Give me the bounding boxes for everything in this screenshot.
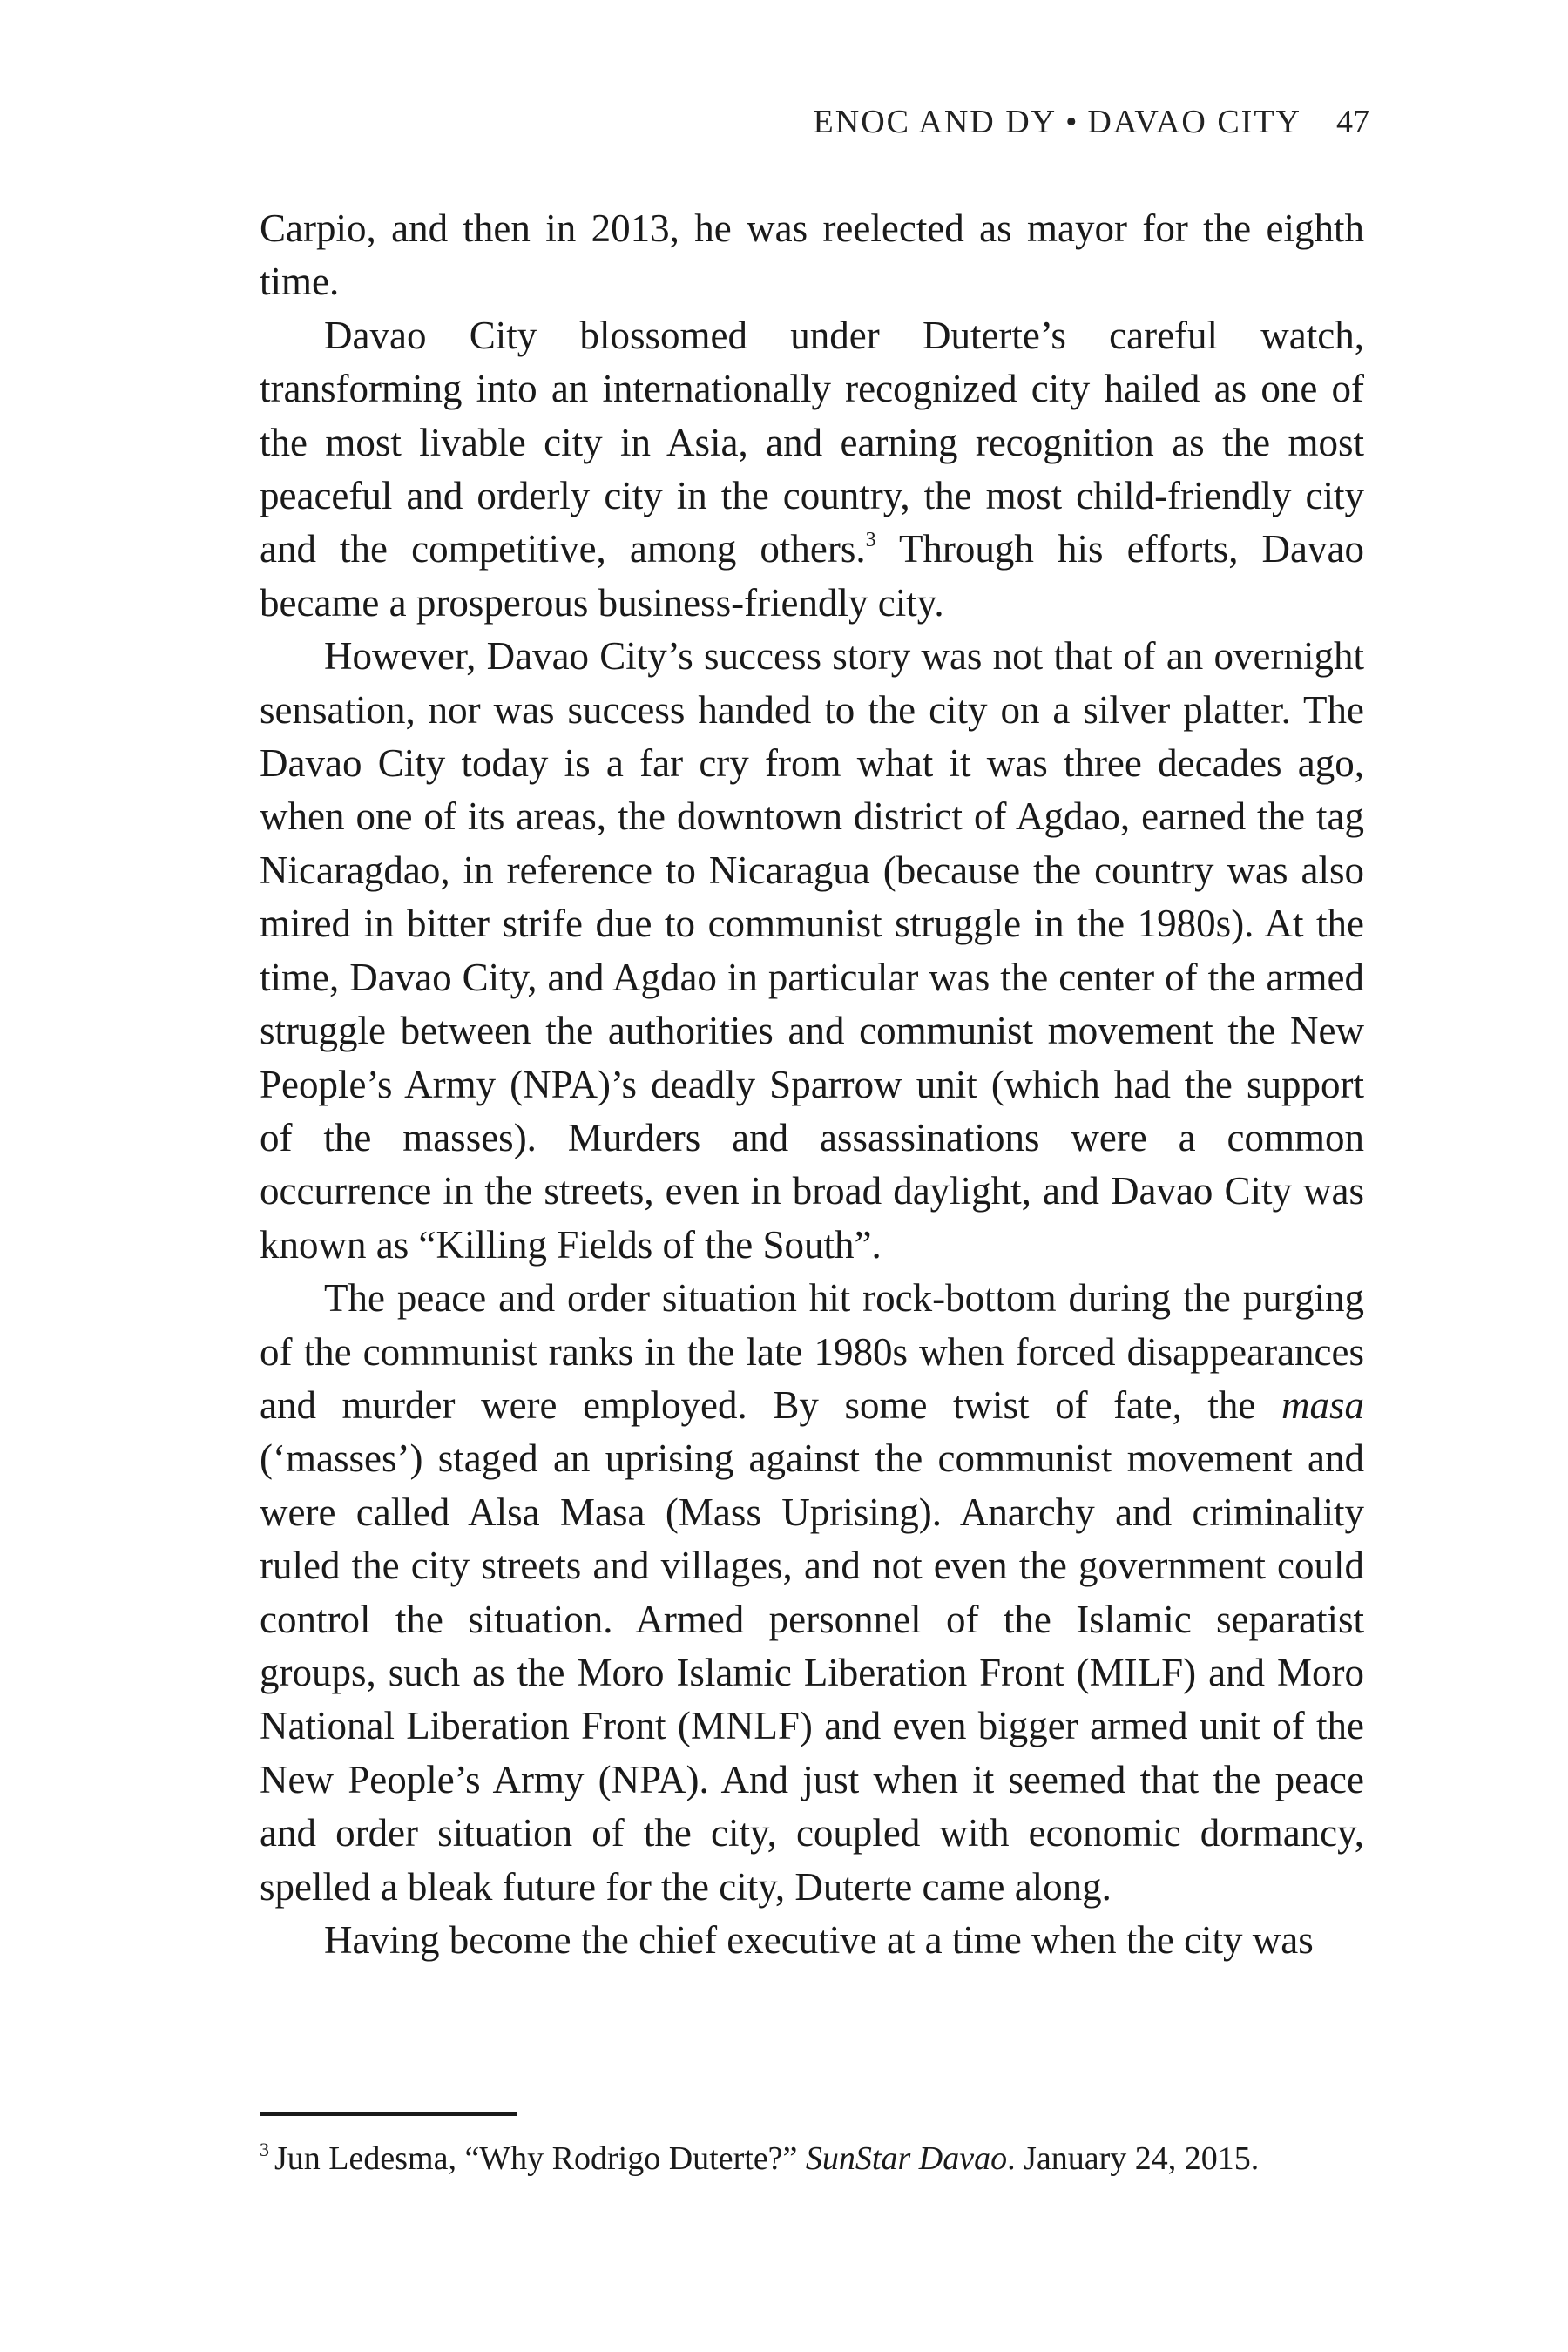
footnote-source: SunStar Davao bbox=[805, 2140, 1008, 2177]
paragraph-3-text: However, Davao City’s success story was not that of an overnight sensation, nor was success handed to the city on a silver platter. The Davao City today is a far cry from what it was three decades ago, when one of its areas, the downtown district of Agdao, earned the tag Nicaragdao, in reference to Nicaragua (because the country was also mired in bitter strife due to communist struggle in the 1980s). At the time, Davao City, and Agdao in particular was the center of the armed struggle between the authorities and communist movement the New People’s Army (NPA)’s deadly Sparrow unit (which had the support of the masses). Murders and assassinations were a common occurrence in the streets, even in broad daylight, and Davao City was known as “Killing Fields of the South”. bbox=[260, 634, 1364, 1267]
body-text bbox=[260, 202, 1364, 1967]
paragraph-5-text: Having become the chief executive at a time when the city was bbox=[324, 1918, 1314, 1962]
footnote-date: . January 24, 2015. bbox=[1007, 2140, 1260, 2177]
running-head bbox=[814, 103, 1369, 141]
footnote-divider bbox=[260, 2112, 517, 2116]
footnote-reference[interactable]: 3 bbox=[865, 529, 876, 552]
page-number: 47 bbox=[1336, 104, 1369, 140]
paragraph-4 bbox=[260, 1272, 1364, 1914]
paragraph-1 bbox=[260, 202, 1364, 309]
running-head-separator: • bbox=[1065, 104, 1079, 140]
paragraph-1-text: Carpio, and then in 2013, he was reelected as mayor for the eighth time. bbox=[260, 206, 1364, 304]
footnote-author: Jun Ledesma, “Why Rodrigo Duterte?” bbox=[274, 2140, 806, 2177]
paragraph-4-text-after: (‘masses’) staged an uprising against the communist movement and were called Alsa Masa (Mass Uprising). Anarchy and criminality ruled the city streets and villages, and not even the government could control the situation. Armed personnel of the Islamic separatist groups, such as the Moro Islamic Liberation Front (MILF) and Moro National Liberation Front (MNLF) and even bigger armed unit of the New People’s Army (NPA). And just when it seemed that the peace and order situation of the city, coupled with economic dormancy, spelled a bleak future for the city, Duterte came along. bbox=[260, 1436, 1364, 1909]
paragraph-2-text-after: Through his efforts, Davao became a prosperous business-friendly city. bbox=[260, 527, 1364, 625]
paragraph-5 bbox=[260, 1914, 1364, 1967]
footnote bbox=[260, 2136, 1364, 2181]
paragraph-4-text-before: The peace and order situation hit rock-bottom during the purging of the communist ranks in the late 1980s when forced disappearances and murder were employed. By some twist of fate, the bbox=[260, 1276, 1364, 1427]
paragraph-2 bbox=[260, 309, 1364, 630]
footnote-number: 3 bbox=[260, 2139, 269, 2160]
paragraph-3 bbox=[260, 630, 1364, 1272]
paragraph-4-italic-term: masa bbox=[1281, 1382, 1364, 1427]
paragraph-2-text-before: Davao City blossomed under Duterte’s careful watch, transforming into an internationally recognized city hailed as one of the most livable city in Asia, and earning recognition as the most peaceful and orderly city in the country, the most child-friendly city and the competitive, among others. bbox=[260, 313, 1364, 571]
running-head-title: DAVAO CITY bbox=[1087, 104, 1301, 140]
running-head-authors: ENOC AND DY bbox=[813, 104, 1058, 140]
